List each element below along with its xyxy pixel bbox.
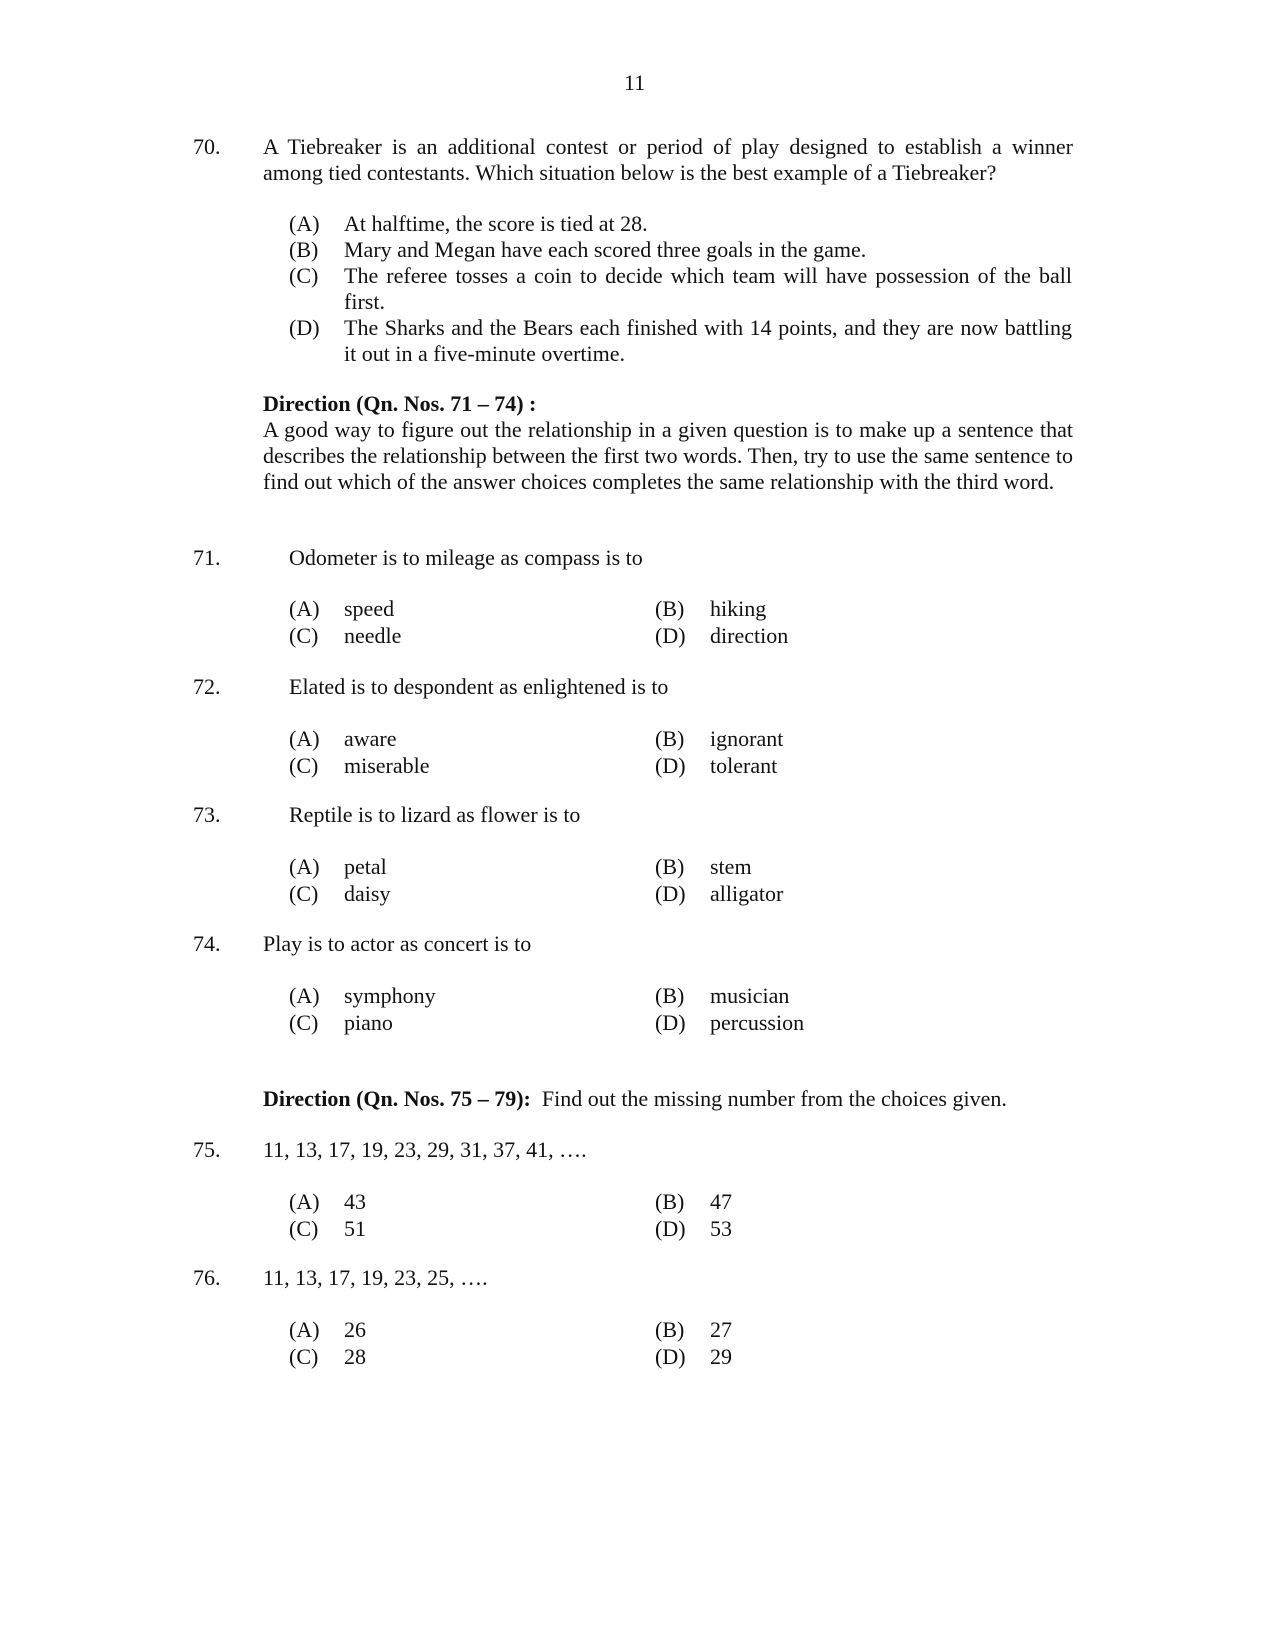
- option-b: [655, 726, 783, 752]
- option-text: speed: [344, 596, 395, 621]
- option-text: symphony: [344, 983, 436, 1008]
- option-label: (A): [289, 1317, 320, 1342]
- option-label: (A): [289, 211, 320, 236]
- option-label: (A): [289, 854, 320, 879]
- option-b: [655, 596, 766, 622]
- direction-heading: Direction (Qn. Nos. 71 – 74) :: [263, 391, 537, 416]
- option-d: [655, 881, 783, 907]
- option-text: daisy: [344, 881, 391, 906]
- option-label: (C): [289, 753, 319, 778]
- option-label: (C): [289, 1344, 319, 1369]
- option-text: 47: [710, 1189, 732, 1214]
- option-text: Mary and Megan have each scored three goals in the game.: [344, 237, 867, 262]
- option-c: [289, 1216, 366, 1242]
- option-c: [289, 753, 430, 779]
- question-number: 70.: [193, 134, 221, 159]
- option-d: [655, 1216, 732, 1242]
- question-number: 71.: [193, 545, 221, 570]
- option-label: (D): [289, 315, 320, 340]
- direction-heading: Direction (Qn. Nos. 75 – 79):: [263, 1086, 531, 1111]
- option-label: (B): [655, 596, 685, 621]
- option-text: musician: [710, 983, 790, 1008]
- option-d: [655, 753, 777, 779]
- question-stem: Play is to actor as concert is to: [263, 931, 532, 956]
- option-text: percussion: [710, 1010, 805, 1035]
- option-text: miserable: [344, 753, 430, 778]
- direction-text: A good way to figure out the relationship in a given question is to make up a sentence that describes the relationship between the first two words. Then, try to use the same sentence to find out which of the answer choices completes the same relationship with the third word.: [263, 417, 1073, 494]
- option-text: 28: [344, 1344, 366, 1369]
- question-stem: A Tiebreaker is an additional contest or period of play designed to establish a winner among tied contestants. Which situation below is the best example of a Tiebreaker?: [263, 134, 1073, 185]
- option-text: 27: [710, 1317, 732, 1342]
- option-a: [289, 596, 394, 622]
- option-a: [289, 1189, 366, 1215]
- option-label: (D): [655, 753, 686, 778]
- option-text: aware: [344, 726, 397, 751]
- option-d: [655, 623, 788, 649]
- question-stem: 11, 13, 17, 19, 23, 29, 31, 37, 41, ….: [263, 1137, 587, 1162]
- question-stem: 11, 13, 17, 19, 23, 25, ….: [263, 1265, 488, 1290]
- option-d: [655, 1010, 804, 1036]
- option-d: [289, 315, 1072, 367]
- option-label: (B): [289, 237, 319, 262]
- option-b: [655, 1317, 732, 1343]
- question-number: 74.: [193, 931, 221, 956]
- option-label: (C): [289, 1010, 319, 1035]
- option-label: (D): [655, 1344, 686, 1369]
- option-label: (B): [655, 1317, 685, 1342]
- option-a: [289, 211, 1072, 237]
- option-d: [655, 1344, 732, 1370]
- option-a: [289, 983, 436, 1009]
- option-text: hiking: [710, 596, 767, 621]
- option-text: tolerant: [710, 753, 778, 778]
- option-c: [289, 263, 1072, 315]
- option-text: stem: [710, 854, 752, 879]
- question-stem: Odometer is to mileage as compass is to: [289, 545, 643, 570]
- option-text: 26: [344, 1317, 366, 1342]
- option-b: [655, 983, 789, 1009]
- option-text: 51: [344, 1216, 366, 1241]
- option-c: [289, 623, 401, 649]
- option-a: [289, 854, 387, 880]
- question-stem: Reptile is to lizard as flower is to: [289, 802, 581, 827]
- question-number: 75.: [193, 1137, 221, 1162]
- option-label: (A): [289, 596, 320, 621]
- option-label: (D): [655, 881, 686, 906]
- option-label: (A): [289, 1189, 320, 1214]
- option-text: direction: [710, 623, 789, 648]
- question-number: 76.: [193, 1265, 221, 1290]
- option-label: (C): [289, 263, 319, 288]
- option-label: (C): [289, 881, 319, 906]
- option-text: At halftime, the score is tied at 28.: [344, 211, 648, 236]
- option-label: (B): [655, 1189, 685, 1214]
- option-label: (A): [289, 726, 320, 751]
- option-text: needle: [344, 623, 402, 648]
- option-b: [289, 237, 1072, 263]
- question-number: 73.: [193, 802, 221, 827]
- option-b: [655, 854, 752, 880]
- option-label: (A): [289, 983, 320, 1008]
- option-text: petal: [344, 854, 387, 879]
- option-label: (D): [655, 623, 686, 648]
- option-label: (B): [655, 854, 685, 879]
- option-label: (D): [655, 1010, 686, 1035]
- page-number: 11: [624, 70, 646, 95]
- direction-75-79: [263, 1086, 1073, 1112]
- option-a: [289, 726, 397, 752]
- direction-text: Find out the missing number from the choices given.: [541, 1086, 1007, 1111]
- direction-71-74: [263, 391, 1073, 495]
- option-text: alligator: [710, 881, 784, 906]
- option-label: (C): [289, 1216, 319, 1241]
- option-b: [655, 1189, 732, 1215]
- option-a: [289, 1317, 366, 1343]
- option-text: 29: [710, 1344, 732, 1369]
- option-c: [289, 1010, 393, 1036]
- option-text: The referee tosses a coin to decide which team will have possession of the ball first.: [344, 263, 1072, 314]
- question-stem: Elated is to despondent as enlightened is to: [289, 674, 669, 699]
- option-c: [289, 881, 390, 907]
- option-text: The Sharks and the Bears each finished with 14 points, and they are now battling it out in a five-minute overtime.: [344, 315, 1072, 366]
- option-list: [289, 211, 1072, 367]
- option-label: (D): [655, 1216, 686, 1241]
- option-c: [289, 1344, 366, 1370]
- option-text: piano: [344, 1010, 393, 1035]
- option-label: (B): [655, 983, 685, 1008]
- question-number: 72.: [193, 674, 221, 699]
- option-label: (B): [655, 726, 685, 751]
- option-text: 43: [344, 1189, 366, 1214]
- option-text: ignorant: [710, 726, 784, 751]
- option-label: (C): [289, 623, 319, 648]
- option-text: 53: [710, 1216, 732, 1241]
